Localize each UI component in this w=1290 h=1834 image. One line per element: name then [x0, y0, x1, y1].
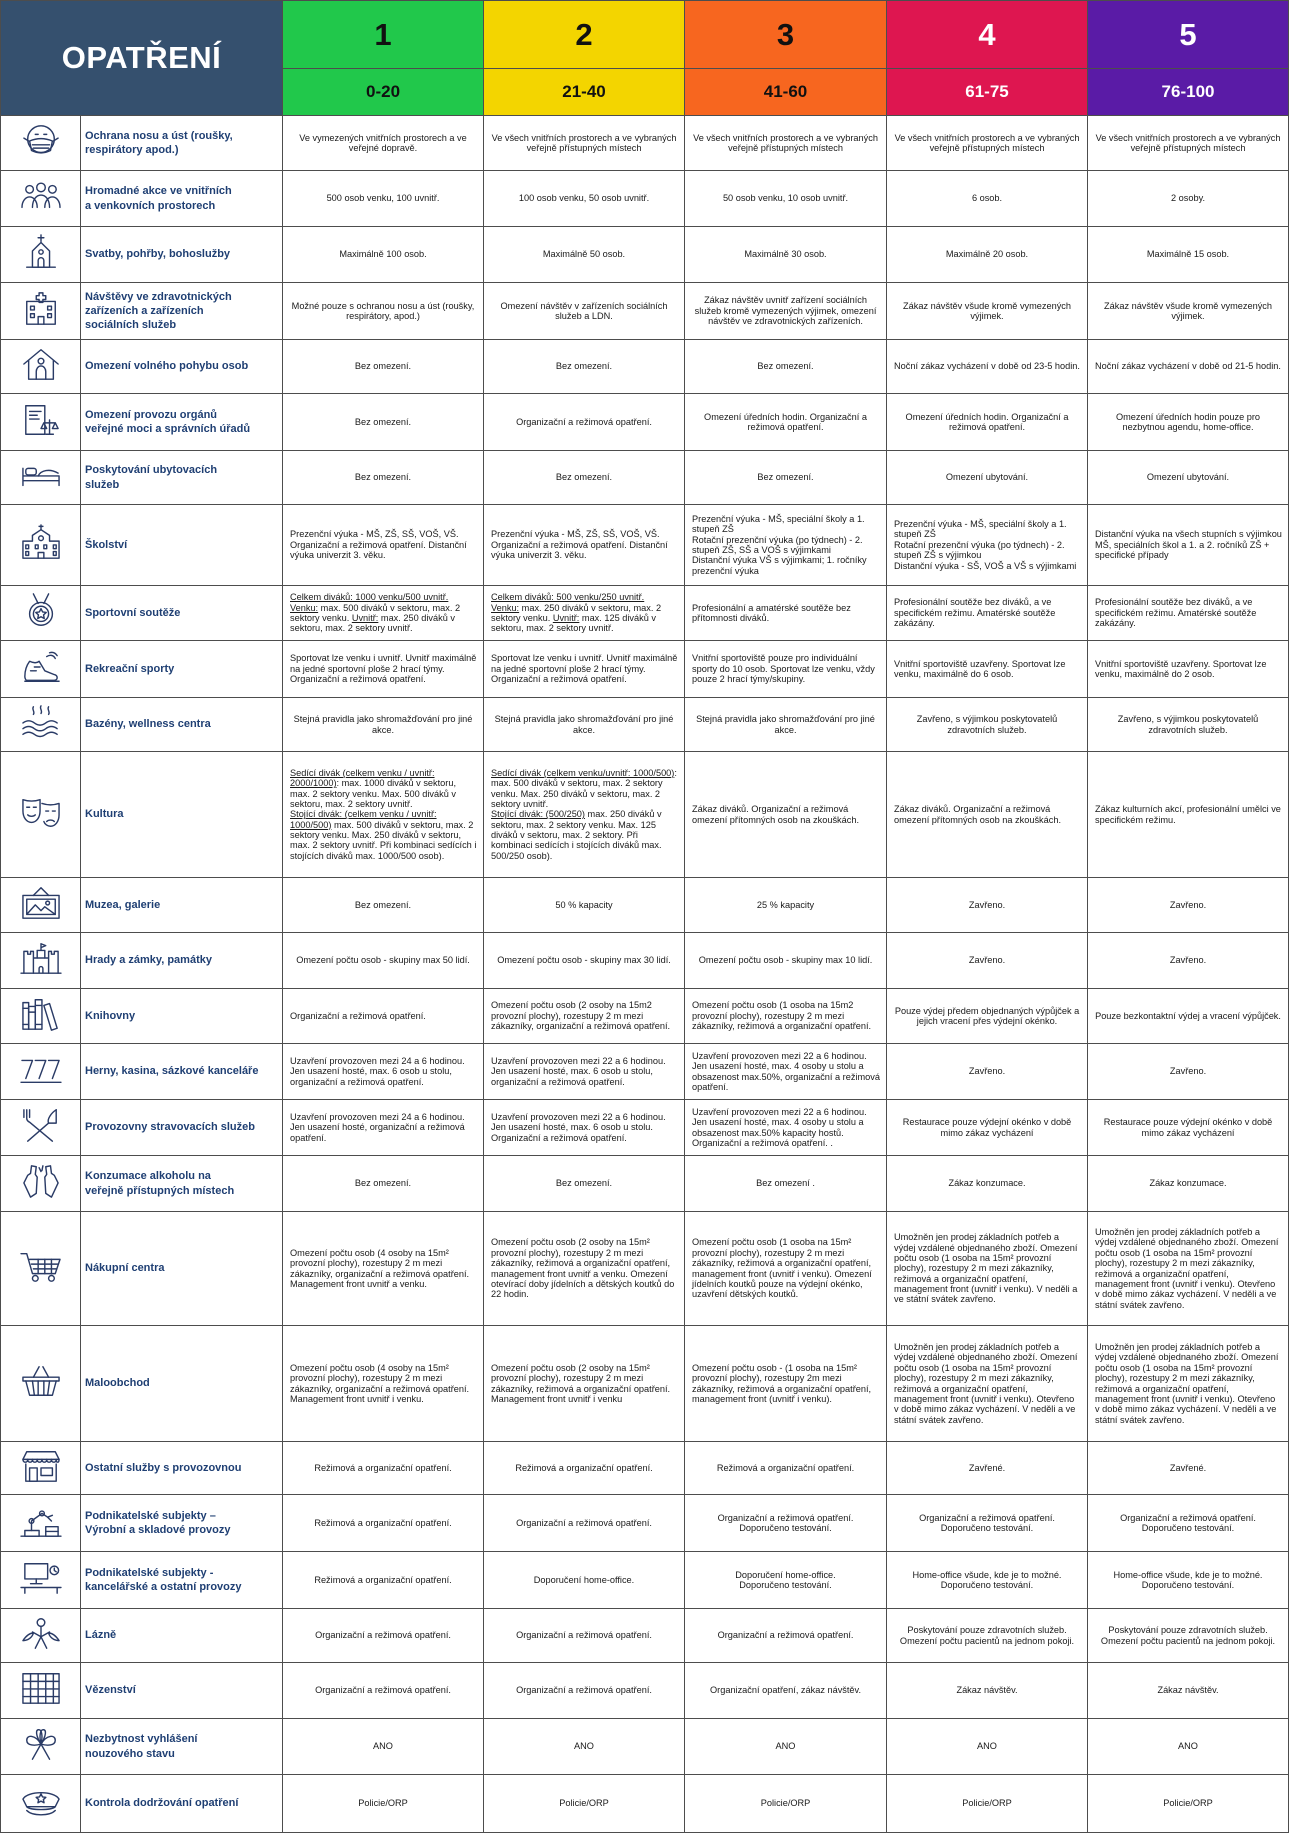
- level-4-cell: Policie/ORP: [887, 1775, 1088, 1833]
- school-building-icon: [18, 524, 64, 562]
- level-2-cell: Omezení počtu osob (2 osoby na 15m2 provozní plochy), rozestupy 2 m mezi zákazníky, organizační a režimová opatření.: [484, 989, 685, 1044]
- underlined-heading: Sedící divák (celkem venku / uvnitř: 2000/1000): [290, 767, 435, 789]
- level-5-cell: Umožněn jen prodej základních potřeb a výdej vzdálené objednaného zboží. Omezení počtu osob (1 osoba na 15m² provozní plochy), rozestupy 2 m mezi zákazníky, režimová a organizační opatření, management front (uvnitř i venku). Otevřeno v době mimo zákaz vycházení. V neděli a ve státní svátek zavřeno.: [1088, 1212, 1289, 1326]
- measure-row: [1, 451, 1289, 505]
- measure-row: [1, 1495, 1289, 1552]
- measure-row: [1, 878, 1289, 933]
- level-2-cell: Omezení počtu osob - skupiny max 30 lidí.: [484, 933, 685, 989]
- level-4-cell: 6 osob.: [887, 171, 1088, 227]
- measure-row: [1, 505, 1289, 586]
- office-scales-icon: [18, 401, 64, 439]
- level-1-cell: Policie/ORP: [283, 1775, 484, 1833]
- measure-row: [1, 394, 1289, 451]
- level-2-cell: ANO: [484, 1719, 685, 1775]
- level-4-cell: Omezení ubytování.: [887, 451, 1088, 505]
- cell-text: max. 500 diváků v sektoru, max. 2 sektory venku. Max. 250 diváků v sektoru, max. 2 sektory uvnitř. Při kombinaci sedících i stojících diváků max. 1000/500 osob).: [290, 819, 477, 861]
- row-icon-cell: [1, 878, 81, 933]
- level-2-cell: Maximálně 50 osob.: [484, 227, 685, 283]
- level-4-cell: Vnitřní sportoviště uzavřeny. Sportovat lze venku, maximálně do 6 osob.: [887, 641, 1088, 698]
- level-2-cell: [484, 752, 685, 878]
- level-4-cell: Zavřeno, s výjimkou poskytovatelů zdravotních služeb.: [887, 698, 1088, 752]
- level-3-cell: Bez omezení.: [685, 451, 887, 505]
- measure-row: [1, 171, 1289, 227]
- level-1-number: 1: [283, 1, 484, 69]
- level-5-cell: Noční zákaz vycházení v době od 21-5 hodin.: [1088, 340, 1289, 394]
- level-4-cell: Zákaz diváků. Organizační a režimová omezení přítomných osob na zkouškách.: [887, 752, 1088, 878]
- level-2-cell: 50 % kapacity: [484, 878, 685, 933]
- level-5-cell: Omezení ubytování.: [1088, 451, 1289, 505]
- underlined-heading: Celkem diváků: 1000 venku/500 uvnitř.: [290, 592, 449, 603]
- spa-person-icon: [18, 1614, 64, 1652]
- level-2-cell: Doporučení home-office.: [484, 1552, 685, 1609]
- level-2-cell: 100 osob venku, 50 osob uvnitř.: [484, 171, 685, 227]
- row-icon-cell: [1, 394, 81, 451]
- measure-row: [1, 698, 1289, 752]
- shopping-cart-icon: [18, 1247, 64, 1285]
- level-2-cell: Organizační a režimová opatření.: [484, 1609, 685, 1663]
- row-icon-cell: [1, 1100, 81, 1156]
- level-4-cell: Zákaz návštěv všude kromě vymezených výjimek.: [887, 283, 1088, 340]
- level-3-cell: Organizační opatření, zákaz návštěv.: [685, 1663, 887, 1719]
- cell-text: : max. 1000 diváků v sektoru, max. 2 sektory venku. Max. 500 diváků v sektoru, max. 2 sektory uvnitř.: [290, 778, 457, 809]
- level-2-cell: Omezení počtu osob (2 osoby na 15m² provozní plochy), rozestupy 2 m mezi zákazníky, režimová a organizační opatření, management front uvnitř a venku. Omezení otevírací doby jídelních a dětských koutků do 22 hodin.: [484, 1212, 685, 1326]
- slot-777-icon: [18, 1050, 64, 1088]
- level-5-cell: ANO: [1088, 1719, 1289, 1775]
- level-2-cell: Režimová a organizační opatření.: [484, 1442, 685, 1495]
- row-icon-cell: [1, 752, 81, 878]
- measure-row: [1, 1212, 1289, 1326]
- underlined-heading: Venku:: [491, 602, 520, 613]
- measure-row: [1, 1156, 1289, 1212]
- row-icon-cell: [1, 1495, 81, 1552]
- level-5-cell: Home-office všude, kde je to možné. Doporučeno testování.: [1088, 1552, 1289, 1609]
- level-4-cell: Organizační a režimová opatření. Doporučeno testování.: [887, 1495, 1088, 1552]
- level-2-cell: Organizační a režimová opatření.: [484, 1495, 685, 1552]
- measure-row: [1, 1775, 1289, 1833]
- pool-waves-icon: [18, 703, 64, 741]
- level-3-cell: Omezení počtu osob (1 osoba na 15m2 provozní plochy), rozestupy 2 m mezi zákazníky, režimová a organizační opatření.: [685, 989, 887, 1044]
- level-4-cell: Zákaz návštěv.: [887, 1663, 1088, 1719]
- level-2-range: 21-40: [484, 69, 685, 116]
- level-2-cell: Bez omezení.: [484, 451, 685, 505]
- cell-text: max. 250 diváků v sektoru, max. 2 sektory uvnitř.: [290, 613, 455, 634]
- measure-name: Herny, kasina, sázkové kanceláře: [81, 1044, 283, 1100]
- level-2-cell: Ve všech vnitřních prostorech a ve vybraných veřejně přístupných místech: [484, 116, 685, 171]
- row-icon-cell: [1, 340, 81, 394]
- level-4-cell: Ve všech vnitřních prostorech a ve vybraných veřejně přístupných místech: [887, 116, 1088, 171]
- level-4-cell: Zákaz konzumace.: [887, 1156, 1088, 1212]
- level-3-cell: Zákaz diváků. Organizační a režimová omezení přítomných osob na zkouškách.: [685, 752, 887, 878]
- level-5-cell: Zavřené.: [1088, 1442, 1289, 1495]
- level-3-cell: Bez omezení .: [685, 1156, 887, 1212]
- measure-row: [1, 1044, 1289, 1100]
- level-3-cell: Stejná pravidla jako shromažďování pro jiné akce.: [685, 698, 887, 752]
- measure-row: [1, 586, 1289, 641]
- measure-name: Podnikatelské subjekty – Výrobní a skladové provozy: [81, 1495, 283, 1552]
- hospital-icon: [18, 290, 64, 328]
- row-icon-cell: [1, 1719, 81, 1775]
- level-2-cell: Prezenční výuka - MŠ, ZŠ, SŠ, VOŠ, VŠ. Organizační a režimová opatření. Distanční výuka univerzit 3. věku.: [484, 505, 685, 586]
- row-icon-cell: [1, 1044, 81, 1100]
- level-1-cell: Bez omezení.: [283, 878, 484, 933]
- museum-picture-icon: [18, 884, 64, 922]
- measures-body: [1, 116, 1289, 1833]
- level-5-cell: Zákaz kulturních akcí, profesionální umělci ve specifickém režimu.: [1088, 752, 1289, 878]
- level-4-cell: Zavřeno.: [887, 1044, 1088, 1100]
- level-5-cell: Zákaz konzumace.: [1088, 1156, 1289, 1212]
- level-3-cell: 25 % kapacity: [685, 878, 887, 933]
- measure-name: Kultura: [81, 752, 283, 878]
- measure-name: Návštěvy ve zdravotnických zařízeních a zařízeních sociálních služeb: [81, 283, 283, 340]
- level-5-cell: Zavřeno.: [1088, 1044, 1289, 1100]
- level-1-cell: Uzavření provozoven mezi 24 a 6 hodinou. Jen usazení hosté, max. 6 osob u stolu, organizační a režimová opatření.: [283, 1044, 484, 1100]
- level-5-cell: Zavřeno.: [1088, 878, 1289, 933]
- level-5-cell: Zákaz návštěv.: [1088, 1663, 1289, 1719]
- level-5-cell: Zavřeno, s výjimkou poskytovatelů zdravotních služeb.: [1088, 698, 1289, 752]
- underlined-heading: Stojící divák: (celkem venku / uvnitř: 1000/500): [290, 809, 437, 830]
- theater-masks-icon: [18, 793, 64, 831]
- level-3-cell: Organizační a režimová opatření.: [685, 1609, 887, 1663]
- level-1-cell: Režimová a organizační opatření.: [283, 1442, 484, 1495]
- level-1-cell: Prezenční výuka - MŠ, ZŠ, SŠ, VOŠ, VŠ. Organizační a režimová opatření. Distanční výuka univerzit 3. věku.: [283, 505, 484, 586]
- row-icon-cell: [1, 641, 81, 698]
- measure-row: [1, 1719, 1289, 1775]
- shopping-basket-icon: [18, 1362, 64, 1400]
- measure-name: Omezení provozu orgánů veřejné moci a správních úřadů: [81, 394, 283, 451]
- measure-name: Hrady a zámky, památky: [81, 933, 283, 989]
- church-icon: [18, 233, 64, 271]
- level-1-cell: Bez omezení.: [283, 394, 484, 451]
- level-1-cell: Bez omezení.: [283, 340, 484, 394]
- cell-text: max. 250 diváků v sektoru, max. 2 sektory venku. Max. 125 diváků v sektoru, max. 2 sektory. Při kombinaci sedících i stojících diváků max. 500/250 osob).: [491, 809, 662, 861]
- measure-name: Muzea, galerie: [81, 878, 283, 933]
- level-3-cell: Vnitřní sportoviště pouze pro individuální sporty do 10 osob. Sportovat lze venku, vždy pouze 2 hrací týmy/skupiny.: [685, 641, 887, 698]
- level-3-cell: Prezenční výuka - MŠ, speciální školy a 1. stupeň ZŠ Rotační prezenční výuka (po týdnech) - 2. stupeň ZŠ, SŠ a VOŠ s výjimkami Distanční výuka VŠ s výjimkami; 1. ročníky prezenční výuka: [685, 505, 887, 586]
- level-1-cell: Bez omezení.: [283, 451, 484, 505]
- robot-arm-icon: [18, 1502, 64, 1540]
- level-2-cell: Policie/ORP: [484, 1775, 685, 1833]
- level-3-cell: Organizační a režimová opatření. Doporučeno testování.: [685, 1495, 887, 1552]
- level-3-range: 41-60: [685, 69, 887, 116]
- level-1-cell: Omezení počtu osob (4 osoby na 15m² provozní plochy), rozestupy 2 m mezi zákazníky, organizační a režimová opatření. Management front uvnitř i venku.: [283, 1326, 484, 1442]
- level-3-cell: Doporučení home-office. Doporučeno testování.: [685, 1552, 887, 1609]
- level-5-cell: 2 osoby.: [1088, 171, 1289, 227]
- level-5-cell: Zákaz návštěv všude kromě vymezených výjimek.: [1088, 283, 1289, 340]
- row-icon-cell: [1, 171, 81, 227]
- level-3-cell: Bez omezení.: [685, 340, 887, 394]
- level-1-cell: Maximálně 100 osob.: [283, 227, 484, 283]
- measure-name: Poskytování ubytovacích služeb: [81, 451, 283, 505]
- level-5-number: 5: [1088, 1, 1289, 69]
- level-2-cell: Bez omezení.: [484, 340, 685, 394]
- row-icon-cell: [1, 116, 81, 171]
- level-3-cell: Režimová a organizační opatření.: [685, 1442, 887, 1495]
- level-4-cell: Zavřeno.: [887, 933, 1088, 989]
- measure-row: [1, 116, 1289, 171]
- level-1-cell: [283, 586, 484, 641]
- row-icon-cell: [1, 1326, 81, 1442]
- police-cap-icon: [18, 1782, 64, 1820]
- level-1-cell: 500 osob venku, 100 uvnitř.: [283, 171, 484, 227]
- level-2-cell: Sportovat lze venku i uvnitř. Uvnitř maximálně na jedné sportovní ploše 2 hrací týmy. Organizační a režimová opatření.: [484, 641, 685, 698]
- books-icon: [18, 995, 64, 1033]
- level-4-cell: Zavřeno.: [887, 878, 1088, 933]
- underlined-heading: Uvnitř:: [351, 613, 379, 623]
- fork-knife-icon: [18, 1106, 64, 1144]
- measure-row: [1, 340, 1289, 394]
- level-4-cell: Umožněn jen prodej základních potřeb a výdej vzdálené objednaného zboží. Omezení počtu osob (1 osoba na 15m² provozní plochy), rozestupy 2 m mezi zákazníky, režimová a organizační opatření, management front (uvnitř i venku). V neděli a ve státní svátek zavřeno.: [887, 1212, 1088, 1326]
- measure-name: Ostatní služby s provozovnou: [81, 1442, 283, 1495]
- level-4-cell: Omezení úředních hodin. Organizační a režimová opatření.: [887, 394, 1088, 451]
- underlined-heading: Celkem diváků: 500 venku/250 uvnitř.: [491, 592, 645, 603]
- level-5-cell: Zavřeno.: [1088, 933, 1289, 989]
- level-4-cell: Poskytování pouze zdravotních služeb. Omezení počtu pacientů na jednom pokoji.: [887, 1609, 1088, 1663]
- measure-name: Lázně: [81, 1609, 283, 1663]
- level-2-cell: Omezení návštěv v zařízeních sociálních služeb a LDN.: [484, 283, 685, 340]
- row-icon-cell: [1, 1552, 81, 1609]
- row-icon-cell: [1, 1156, 81, 1212]
- level-4-cell: Profesionální soutěže bez diváků, a ve specifickém režimu. Amatérské soutěže zakázány.: [887, 586, 1088, 641]
- level-3-cell: Omezení počtu osob - skupiny max 10 lidí.: [685, 933, 887, 989]
- level-1-cell: Režimová a organizační opatření.: [283, 1552, 484, 1609]
- measure-row: [1, 1609, 1289, 1663]
- level-5-cell: Distanční výuka na všech stupních s výjimkou MŠ, speciálních škol a 1. a 2. ročníků ZŠ + specifické případy: [1088, 505, 1289, 586]
- level-3-cell: Omezení počtu osob (1 osoba na 15m² provozní plochy), rozestupy 2 m mezi zákazníky, režimová a organizační opatření, management front (uvnitř i venku). Omezení jídelních koutků pouze na výdejní okénko, uzavření dětských koutků.: [685, 1212, 887, 1326]
- people-group-icon: [18, 177, 64, 215]
- table-title: OPATŘENÍ: [1, 1, 283, 116]
- storefront-icon: [18, 1447, 64, 1485]
- row-icon-cell: [1, 451, 81, 505]
- level-4-cell: Prezenční výuka - MŠ, speciální školy a 1. stupeň ZŠ Rotační prezenční výuka (po týdnech) - 2. stupeň ZŠ s výjimkou Distanční výuka - SŠ, VOŠ a VŠ s výjimkami: [887, 505, 1088, 586]
- running-shoe-icon: [18, 648, 64, 686]
- row-icon-cell: [1, 1663, 81, 1719]
- level-1-cell: Omezení počtu osob - skupiny max 50 lidí.: [283, 933, 484, 989]
- level-5-range: 76-100: [1088, 69, 1289, 116]
- level-1-cell: Organizační a režimová opatření.: [283, 989, 484, 1044]
- underlined-heading: Stojící divák: (500/250): [491, 809, 585, 820]
- level-4-cell: Noční zákaz vycházení v době od 23-5 hodin.: [887, 340, 1088, 394]
- level-2-cell: Omezení počtu osob (2 osoby na 15m² provozní plochy), rozestupy 2 m mezi zákazníky, režimová a organizační opatření. Management front uvnitř i venku: [484, 1326, 685, 1442]
- bed-icon: [18, 456, 64, 494]
- measure-row: [1, 752, 1289, 878]
- measure-row: [1, 1442, 1289, 1495]
- level-5-cell: Organizační a režimová opatření. Doporučeno testování.: [1088, 1495, 1289, 1552]
- level-2-cell: [484, 586, 685, 641]
- measure-name: Maloobchod: [81, 1326, 283, 1442]
- measure-name: Ochrana nosu a úst (roušky, respirátory apod.): [81, 116, 283, 171]
- level-3-cell: ANO: [685, 1719, 887, 1775]
- level-2-cell: Bez omezení.: [484, 1156, 685, 1212]
- bottles-cheers-icon: [18, 1162, 64, 1200]
- level-1-cell: Uzavření provozoven mezi 24 a 6 hodinou. Jen usazení hosté, organizační a režimová opatření.: [283, 1100, 484, 1156]
- level-5-cell: Poskytování pouze zdravotních služeb. Omezení počtu pacientů na jednom pokoji.: [1088, 1609, 1289, 1663]
- level-3-cell: Omezení počtu osob - (1 osoba na 15m² provozní plochy), rozestupy 2m mezi zákazníky, režimová a organizační opatření, management front (uvnitř i venku).: [685, 1326, 887, 1442]
- measure-name: Nákupní centra: [81, 1212, 283, 1326]
- medal-icon: [18, 592, 64, 630]
- level-1-range: 0-20: [283, 69, 484, 116]
- level-2-cell: Stejná pravidla jako shromažďování pro jiné akce.: [484, 698, 685, 752]
- measure-row: [1, 283, 1289, 340]
- level-5-cell: Vnitřní sportoviště uzavřeny. Sportovat lze venku, maximálně do 2 osob.: [1088, 641, 1289, 698]
- level-3-cell: Policie/ORP: [685, 1775, 887, 1833]
- measure-name: Hromadné akce ve vnitřních a venkovních prostorech: [81, 171, 283, 227]
- level-4-range: 61-75: [887, 69, 1088, 116]
- measure-row: [1, 227, 1289, 283]
- level-5-cell: Pouze bezkontaktní výdej a vracení výpůjček.: [1088, 989, 1289, 1044]
- level-3-cell: 50 osob venku, 10 osob uvnitř.: [685, 171, 887, 227]
- level-5-cell: Policie/ORP: [1088, 1775, 1289, 1833]
- cell-text: max. 500 diváků v sektoru, max. 2 sektory venku.: [290, 602, 461, 623]
- level-3-cell: Profesionální a amatérské soutěže bez přítomnosti diváků.: [685, 586, 887, 641]
- level-4-number: 4: [887, 1, 1088, 69]
- level-2-cell: Organizační a režimová opatření.: [484, 394, 685, 451]
- level-3-number: 3: [685, 1, 887, 69]
- row-icon-cell: [1, 505, 81, 586]
- ribbon-icon: [18, 1725, 64, 1763]
- level-5-cell: Ve všech vnitřních prostorech a ve vybraných veřejně přístupných místech: [1088, 116, 1289, 171]
- measure-row: [1, 1326, 1289, 1442]
- level-1-cell: Režimová a organizační opatření.: [283, 1495, 484, 1552]
- office-desk-icon: [18, 1559, 64, 1597]
- house-person-icon: [18, 345, 64, 383]
- row-icon-cell: [1, 1212, 81, 1326]
- underlined-heading: Uvnitř:: [552, 613, 580, 623]
- level-3-cell: Ve všech vnitřních prostorech a ve vybraných veřejně přístupných místech: [685, 116, 887, 171]
- level-5-cell: Restaurace pouze výdejní okénko v době mimo zákaz vycházení: [1088, 1100, 1289, 1156]
- level-3-cell: Omezení úředních hodin. Organizační a režimová opatření.: [685, 394, 887, 451]
- level-4-cell: Zavřené.: [887, 1442, 1088, 1495]
- measure-name: Kontrola dodržování opatření: [81, 1775, 283, 1833]
- underlined-heading: Sedící divák (celkem venku/uvnitř: 1000/500): [491, 767, 675, 778]
- level-5-cell: Profesionální soutěže bez diváků, a ve specifickém režimu. Amatérské soutěže zakázány.: [1088, 586, 1289, 641]
- cell-text: max. 250 diváků v sektoru, max. 2 sektory venku.: [491, 602, 662, 623]
- face-mask-icon: [18, 122, 64, 160]
- level-4-cell: Umožněn jen prodej základních potřeb a výdej vzdálené objednaného zboží. Omezení počtu osob (1 osoba na 15m² provozní plochy), rozestupy 2 m mezi zákazníky, režimová a organizační opatření, management front (uvnitř i venku). Otevřeno v době mimo zákaz vycházení. V neděli a ve státní svátek zavřeno.: [887, 1326, 1088, 1442]
- level-3-cell: Uzavření provozoven mezi 22 a 6 hodinou. Jen usazení hosté, max. 4 osoby u stolu a obsazenost max.50% kapacity hostů. Organizační a režimová opatření. .: [685, 1100, 887, 1156]
- level-1-cell: Organizační a režimová opatření.: [283, 1609, 484, 1663]
- measure-name: Školství: [81, 505, 283, 586]
- level-1-cell: Ve vymezených vnitřních prostorech a ve veřejné dopravě.: [283, 116, 484, 171]
- header-level-row: [1, 1, 1289, 69]
- row-icon-cell: [1, 1442, 81, 1495]
- level-3-cell: Uzavření provozoven mezi 22 a 6 hodinou. Jen usazení hosté, max. 4 osoby u stolu a obsazenost max.50%, organizační a režimová opatření.: [685, 1044, 887, 1100]
- level-1-cell: Omezení počtu osob (4 osoby na 15m² provozní plochy), rozestupy 2 m mezi zákazníky, organizační a režimová opatření. Management front uvnitř a venku.: [283, 1212, 484, 1326]
- row-icon-cell: [1, 283, 81, 340]
- level-1-cell: Bez omezení.: [283, 1156, 484, 1212]
- level-2-number: 2: [484, 1, 685, 69]
- row-icon-cell: [1, 933, 81, 989]
- measure-row: [1, 641, 1289, 698]
- level-3-cell: Zákaz návštěv uvnitř zařízení sociálních služeb kromě vymezených výjimek, omezení návštěv ve zdravotnických zařízeních.: [685, 283, 887, 340]
- cell-text: : max. 500 diváků v sektoru, max. 2 sektory venku. Max. 250 diváků v sektoru, max. 2 sektory uvnitř.: [491, 767, 677, 809]
- level-5-cell: Umožněn jen prodej základních potřeb a výdej vzdálené objednaného zboží. Omezení počtu osob (1 osoba na 15m² provozní plochy), rozestupy 2 m mezi zákazníky, režimová a organizační opatření, management front (uvnitř i venku). Otevřeno v době mimo zákaz vycházení. V neděli a ve státní svátek zavřeno.: [1088, 1326, 1289, 1442]
- level-2-cell: Uzavření provozoven mezi 22 a 6 hodinou. Jen usazení hosté, max. 6 osob u stolu. Organizační a režimová opatření.: [484, 1100, 685, 1156]
- measure-row: [1, 989, 1289, 1044]
- measure-name: Konzumace alkoholu na veřejně přístupných místech: [81, 1156, 283, 1212]
- measure-name: Omezení volného pohybu osob: [81, 340, 283, 394]
- measure-name: Bazény, wellness centra: [81, 698, 283, 752]
- level-2-cell: Organizační a režimová opatření.: [484, 1663, 685, 1719]
- prison-bars-icon: [18, 1669, 64, 1707]
- castle-icon: [18, 939, 64, 977]
- level-1-cell: Možné pouze s ochranou nosu a úst (roušky, respirátory, apod.): [283, 283, 484, 340]
- measure-row: [1, 1663, 1289, 1719]
- measure-row: [1, 1100, 1289, 1156]
- level-1-cell: Organizační a režimová opatření.: [283, 1663, 484, 1719]
- row-icon-cell: [1, 586, 81, 641]
- measure-name: Nezbytnost vyhlášení nouzového stavu: [81, 1719, 283, 1775]
- measure-name: Rekreační sporty: [81, 641, 283, 698]
- measure-name: Podnikatelské subjekty - kancelářské a ostatní provozy: [81, 1552, 283, 1609]
- row-icon-cell: [1, 698, 81, 752]
- measure-row: [1, 933, 1289, 989]
- level-4-cell: ANO: [887, 1719, 1088, 1775]
- level-1-cell: Stejná pravidla jako shromažďování pro jiné akce.: [283, 698, 484, 752]
- level-4-cell: Home-office všude, kde je to možné. Doporučeno testování.: [887, 1552, 1088, 1609]
- level-1-cell: Sportovat lze venku i uvnitř. Uvnitř maximálně na jedné sportovní ploše 2 hrací týmy. Organizační a režimová opatření.: [283, 641, 484, 698]
- row-icon-cell: [1, 1609, 81, 1663]
- level-2-cell: Uzavření provozoven mezi 22 a 6 hodinou. Jen usazení hosté, max. 6 osob u stolu, organizační a režimová opatření.: [484, 1044, 685, 1100]
- level-4-cell: Pouze výdej předem objednaných výpůjček a jejich vracení přes výdejní okénko.: [887, 989, 1088, 1044]
- level-5-cell: Maximálně 15 osob.: [1088, 227, 1289, 283]
- row-icon-cell: [1, 227, 81, 283]
- measure-name: Svatby, pohřby, bohoslužby: [81, 227, 283, 283]
- measure-name: Vězenství: [81, 1663, 283, 1719]
- level-4-cell: Maximálně 20 osob.: [887, 227, 1088, 283]
- row-icon-cell: [1, 989, 81, 1044]
- level-5-cell: Omezení úředních hodin pouze pro nezbytnou agendu, home-office.: [1088, 394, 1289, 451]
- cell-text: max. 125 diváků v sektoru, max. 2 sektory uvnitř.: [491, 613, 656, 634]
- level-1-cell: ANO: [283, 1719, 484, 1775]
- measure-row: [1, 1552, 1289, 1609]
- underlined-heading: Venku:: [290, 602, 319, 613]
- level-4-cell: Restaurace pouze výdejní okénko v době mimo zákaz vycházení: [887, 1100, 1088, 1156]
- measure-name: Provozovny stravovacích služeb: [81, 1100, 283, 1156]
- measure-name: Sportovní soutěže: [81, 586, 283, 641]
- level-1-cell: [283, 752, 484, 878]
- row-icon-cell: [1, 1775, 81, 1833]
- level-3-cell: Maximálně 30 osob.: [685, 227, 887, 283]
- measure-name: Knihovny: [81, 989, 283, 1044]
